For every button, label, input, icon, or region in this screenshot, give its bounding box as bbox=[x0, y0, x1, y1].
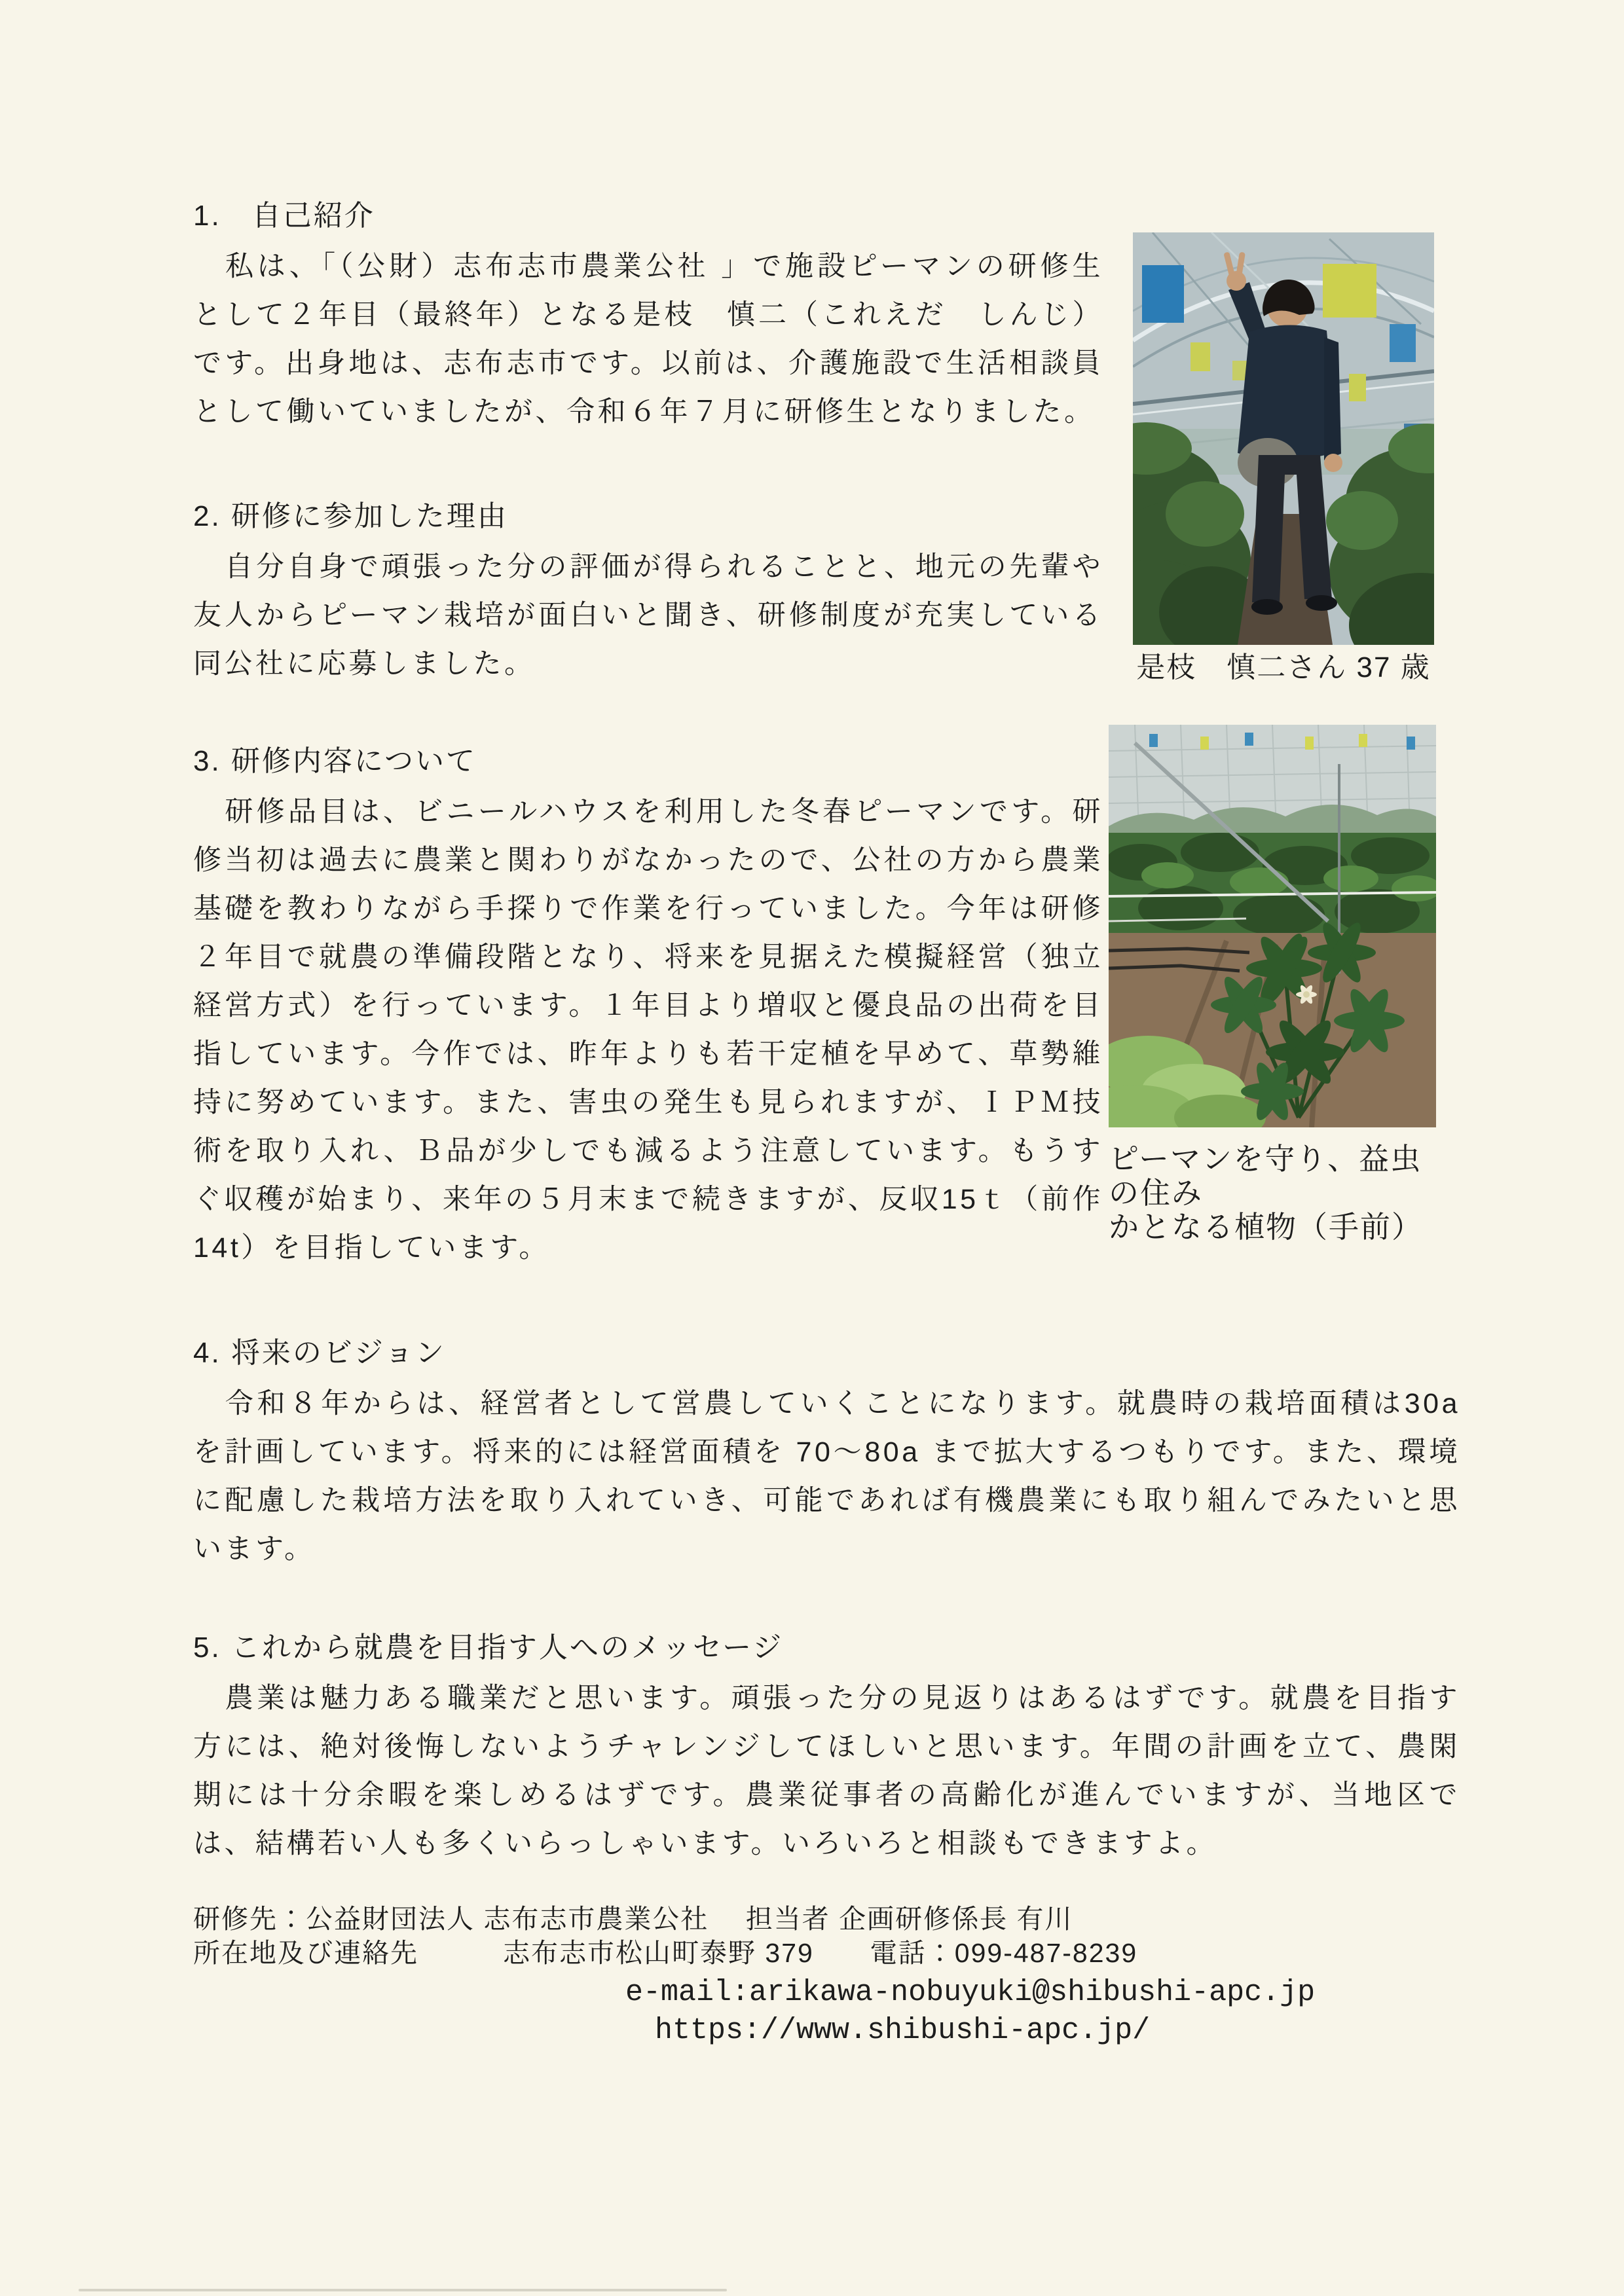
section-title-self-introduction: 1. 自己紹介 bbox=[193, 200, 375, 232]
section-body-reason: 自分自身で頑張った分の評価が得られることと、地元の先輩や友人からピーマン栽培が面白いと聞き、研修制度が充実している同公社に応募しました。 bbox=[193, 551, 1103, 680]
section-title-message: 5. これから就農を目指す人へのメッセージ bbox=[193, 1631, 784, 1664]
contact-organization-line: 研修先：公益財団法人 志布志市農業公社 担当者 企画研修係長 有川 bbox=[193, 1904, 1073, 1934]
section-body-self-introduction: 私は、「（公財）志布志市農業公社 」で施設ピーマンの研修生として２年目（最終年）となる是枝 慎二（これえだ しんじ）です。出身地は、志布志市です。以前は、介護施設で生活相談員として働いていましたが、令和６年７月に研修生となりました。 bbox=[193, 251, 1103, 428]
section-body-future-vision: 令和８年からは、経営者として営農していくことになります。就農時の栽培面積は30a を計画しています。将来的には経営面積を 70～80a まで拡大するつもりです。また、環境に配慮した栽培方法を取り入れていき、可能であれば有機農業にも取り組んでみたいと思います。 bbox=[193, 1388, 1460, 1565]
plants-photo-caption bbox=[1109, 1142, 1436, 1244]
plants-caption-line1: ピーマンを守り、益虫の住み bbox=[1109, 1142, 1422, 1210]
photo-column bbox=[1103, 196, 1460, 1244]
section-title-training-content: 3. 研修内容について bbox=[193, 745, 477, 777]
contact-email: e-mail:arikawa-nobuyuki@shibushi-apc.jp bbox=[625, 1976, 1316, 2009]
section-body-message: 農業は魅力ある職業だと思います。頑張った分の見返りはあるはずです。就農を目指す方には、絶対後悔しないようチャレンジしてほしいと思います。年間の計画を立て、農閑期には十分余暇を楽しめるはずです。農業従事者の高齢化が進んでいますが、当地区では、結構若い人も多くいらっしゃいます。いろいろと相談もできますよ。 bbox=[193, 1683, 1460, 1859]
contact-address-phone-line: 所在地及び連絡先 志布志市松山町泰野 379 電話：099-487-8239 bbox=[193, 1938, 1138, 1968]
section-title-reason: 2. 研修に参加した理由 bbox=[193, 500, 508, 532]
plants-caption-line2: かとなる植物（手前） bbox=[1109, 1210, 1423, 1244]
section-body-training-content: 研修品目は、ビニールハウスを利用した冬春ピーマンです。研修当初は過去に農業と関わりがなかったので、公社の方から農業基礎を教わりながら手探りで作業を行っていました。今年は研修２年目で就農の準備段階となり、将来を見据えた模擬経営（独立経営方式）を行っています。１年目より増収と優良品の出荷を目指しています。今作では、昨年よりも若干定植を早めて、草勢維持に努めています。また、害虫の発生も見られますが、ＩＰＭ技術を取り入れ、Ｂ品が少しでも減るよう注意しています。もうすぐ収穫が始まり、来年の５月末まで続きますが、反収15ｔ（前作 14t）を目指しています。 bbox=[193, 796, 1103, 1264]
section-title-future-vision: 4. 将来のビジョン bbox=[193, 1337, 447, 1369]
contact-block bbox=[193, 1902, 1460, 2050]
scanner-artifact-line bbox=[79, 2289, 727, 2291]
contact-website-url: https://www.shibushi-apc.jp/ bbox=[655, 2014, 1151, 2047]
plants-photo bbox=[1109, 725, 1436, 1127]
plants-photo-figure bbox=[1109, 725, 1436, 1244]
greenhouse-portrait-illustration bbox=[1133, 232, 1434, 645]
document-content bbox=[193, 196, 1460, 2050]
greenhouse-plants-illustration bbox=[1109, 725, 1436, 1127]
trainee-photo bbox=[1133, 232, 1434, 645]
trainee-photo-figure bbox=[1133, 232, 1434, 684]
trainee-photo-caption: 是枝 慎二さん 37 歳 bbox=[1136, 651, 1431, 683]
